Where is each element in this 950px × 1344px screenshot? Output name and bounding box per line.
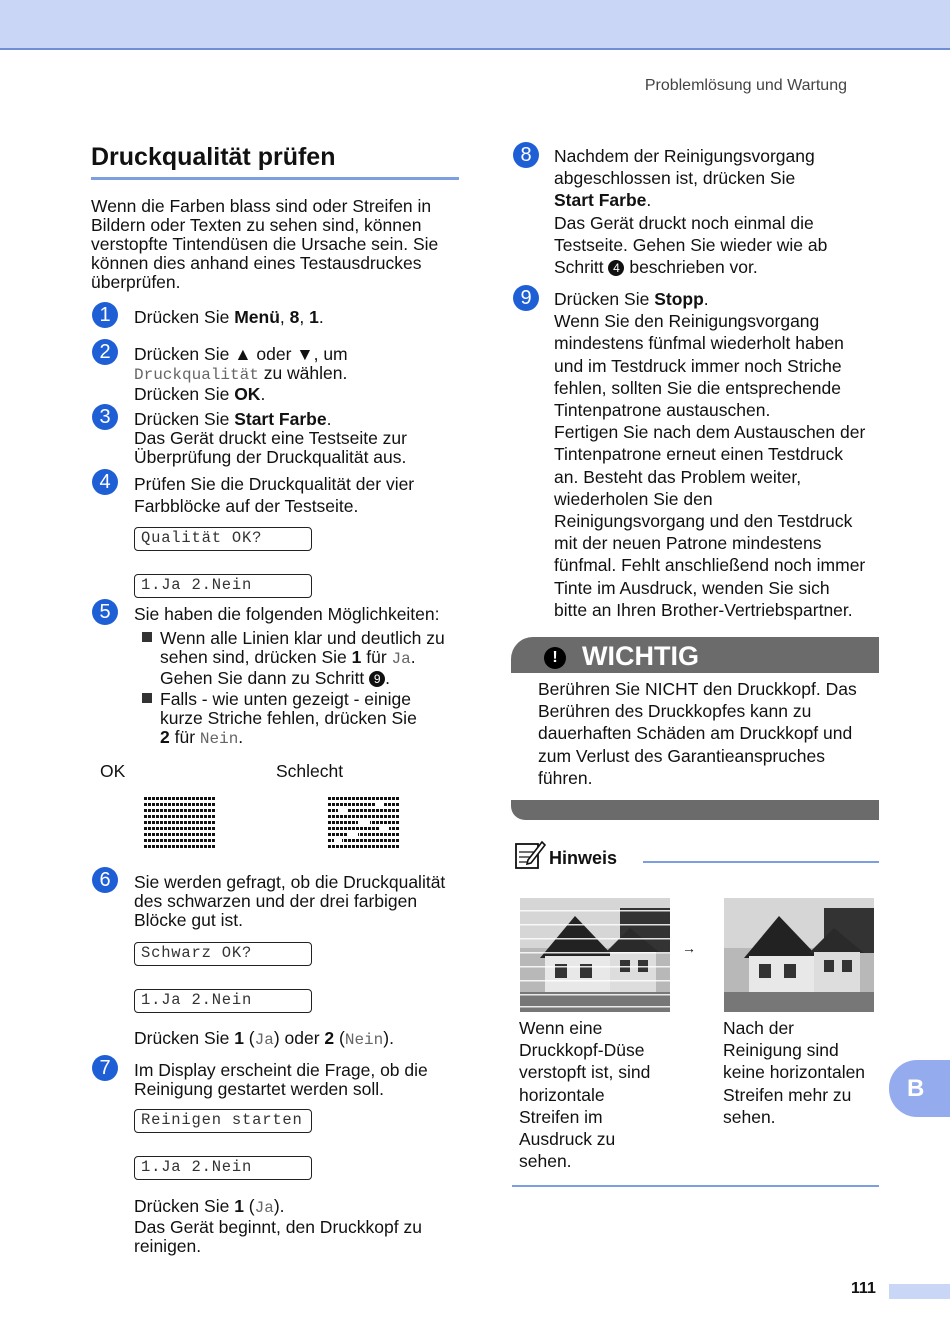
step-7-text: Im Display erscheint die Frage, ob die Reinigung gestartet werden soll. xyxy=(134,1060,428,1099)
ok-label: OK xyxy=(100,761,126,781)
step-5-number: 5 xyxy=(92,599,118,625)
step-9-number: 9 xyxy=(513,285,539,311)
step-1-number: 1 xyxy=(92,302,118,328)
step-3-number: 3 xyxy=(92,404,118,430)
page-bar xyxy=(889,1284,950,1299)
lcd-yes-no: 1.Ja 2.Nein xyxy=(134,989,312,1013)
step-1-text: Drücken Sie Menü, 8, 1. xyxy=(134,307,324,327)
step-6-number: 6 xyxy=(92,867,118,893)
bullet-square xyxy=(142,632,152,642)
step-2-number: 2 xyxy=(92,339,118,365)
note-pencil-icon xyxy=(514,838,546,870)
intro-text: Wenn die Farben blass sind oder Streifen in Bildern oder Texten zu sehen sind, können verstopfte Tintendüsen die Ursache sein. Sie können dies anhand eines Testausdruckes überprüfen. xyxy=(91,196,439,292)
caption-right: Nach der Reinigung sind keine horizontalen Streifen mehr zu sehen. xyxy=(723,1018,866,1127)
top-band xyxy=(0,0,950,50)
step-5-text: Sie haben die folgenden Möglichkeiten: xyxy=(134,604,440,624)
lcd-yes-no: 1.Ja 2.Nein xyxy=(134,1156,312,1180)
important-text: Berühren Sie NICHT den Druckkopf. Das Berühren des Druckkopfes kann zu dauerhaften Schäden am Druckkopf und zum Verlust des Garantieanspruches führen. xyxy=(538,679,857,788)
up-arrow-icon: ▲ xyxy=(234,344,252,364)
caption-left: Wenn eine Druckkopf-Düse verstopft ist, sind horizontale Streifen im Ausdruck zu sehen. xyxy=(519,1018,651,1172)
step-7-number: 7 xyxy=(92,1055,118,1081)
step-ref-circle: 9 xyxy=(369,671,385,687)
test-pattern-bad xyxy=(328,797,400,849)
warning-icon: ! xyxy=(544,647,566,669)
test-pattern-good xyxy=(144,797,216,849)
section-title: Druckqualität prüfen xyxy=(91,143,336,171)
bad-label: Schlecht xyxy=(276,761,344,781)
step-2-text: Drücken Sie ▲ oder ▼, um Druckqualität zu wählen. Drücken Sie OK. xyxy=(134,344,348,404)
lcd-quality-ok: Qualität OK? xyxy=(134,527,312,551)
important-label: WICHTIG xyxy=(582,641,699,671)
step-ref-circle: 4 xyxy=(608,260,624,276)
step-5-option-2: Falls - wie unten gezeigt - einige kurze Striche fehlen, drücken Sie 2 für Nein. xyxy=(160,689,417,748)
important-footer xyxy=(511,800,879,820)
lcd-start-cleaning: Reinigen starten xyxy=(134,1109,312,1133)
lcd-black-ok: Schwarz OK? xyxy=(134,942,312,966)
step-3-text: Drücken Sie Start Farbe. Das Gerät druckt eine Testseite zur Überprüfung der Druckqualität aus. xyxy=(134,409,407,467)
arrow-icon: → xyxy=(682,940,696,956)
step-6-instruction: Drücken Sie 1 (Ja) oder 2 (Nein). xyxy=(134,1028,394,1049)
step-8-text: Nachdem der Reinigungsvorgang abgeschlossen ist, drücken Sie Start Farbe. Das Gerät druckt noch einmal die Testseite. Gehen Sie wieder wie ab Schritt 4 beschrieben vor. xyxy=(554,146,828,278)
bullet-square xyxy=(142,693,152,703)
step-4-number: 4 xyxy=(92,469,118,495)
lcd-yes-no: 1.Ja 2.Nein xyxy=(134,574,312,598)
down-arrow-icon: ▼ xyxy=(296,344,314,364)
step-4-text: Prüfen Sie die Druckqualität der vier Farbblöcke auf der Testseite. xyxy=(134,474,415,517)
running-header: Problemlösung und Wartung xyxy=(644,77,847,94)
title-rule xyxy=(91,177,459,180)
house-photo-clean xyxy=(724,898,874,1012)
step-5-option-1: Wenn alle Linien klar und deutlich zu sehen sind, drücken Sie 1 für Ja. Gehen Sie dann zu Schritt 9 . xyxy=(160,628,445,688)
step-8-number: 8 xyxy=(513,142,539,168)
page-number: 111 xyxy=(851,1280,876,1297)
step-9-text: Drücken Sie Stopp. Wenn Sie den Reinigungsvorgang mindestens fünfmal wiederholt haben und im Testdruck immer noch Striche fehlen, sollten Sie die entsprechende Tintenpatrone austauschen. Fertigen Sie nach dem Austauschen der Tintenpatrone erneut einen Testdruck an. Besteht das Problem weiter, wiederholen Sie den Reinigungsvorgang und den Testdruck mit der neuen Patrone mindestens fünfmal. Fehlt anschließend noch immer Tinte im Ausdruck, wenden Sie sich bitte an Ihren Brother-Vertriebspartner. xyxy=(554,289,866,620)
step-7-instruction: Drücken Sie 1 (Ja). Das Gerät beginnt, den Druckkopf zu reinigen. xyxy=(134,1196,422,1256)
house-photo-striped xyxy=(520,898,670,1012)
note-bottom-rule xyxy=(512,1185,879,1187)
note-rule xyxy=(643,861,879,863)
chapter-tab: B xyxy=(889,1060,950,1117)
note-label: Hinweis xyxy=(549,848,618,868)
step-6-text: Sie werden gefragt, ob die Druckqualität des schwarzen und der drei farbigen Blöcke gut ist. xyxy=(134,872,446,930)
